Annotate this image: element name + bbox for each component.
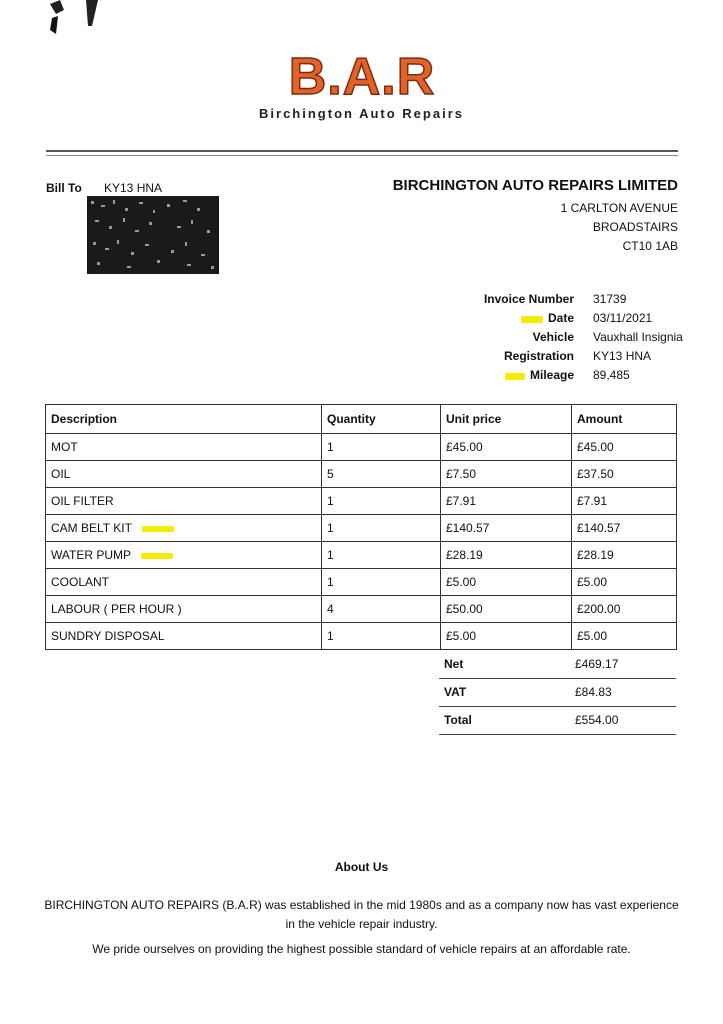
total-label: Total xyxy=(444,713,472,727)
svg-text:B.A.R: B.A.R xyxy=(288,48,435,100)
table-row xyxy=(46,461,677,488)
cell-amount: £5.00 xyxy=(572,569,677,596)
cell-quantity: 1 xyxy=(322,542,441,569)
about-line-2: We pride ourselves on providing the highest possible standard of vehicle repairs at an affordable rate. xyxy=(92,942,631,956)
cell-quantity: 1 xyxy=(322,515,441,542)
table-row xyxy=(46,515,677,542)
mileage-value: 89,485 xyxy=(593,368,630,382)
date-value: 03/11/2021 xyxy=(593,311,653,325)
cell-unit-price: £7.50 xyxy=(441,461,572,488)
bar-logo-mark xyxy=(277,48,447,100)
cell-description: OIL FILTER xyxy=(46,488,322,515)
cell-unit-price: £140.57 xyxy=(441,515,572,542)
registration-label: Registration xyxy=(503,349,574,363)
cell-quantity: 5 xyxy=(322,461,441,488)
header-divider-thin xyxy=(46,155,678,156)
total-row xyxy=(439,707,676,735)
date-row xyxy=(440,311,700,330)
redacted-address-image xyxy=(87,196,219,274)
mileage-label: Mileage xyxy=(529,368,574,382)
vat-value: £84.83 xyxy=(575,685,612,699)
cell-amount: £5.00 xyxy=(572,623,677,650)
cell-quantity: 1 xyxy=(322,434,441,461)
table-row xyxy=(46,569,677,596)
cell-description: LABOUR ( PER HOUR ) xyxy=(46,596,322,623)
cell-unit-price: £5.00 xyxy=(441,623,572,650)
table-header-row xyxy=(46,405,677,434)
table-row xyxy=(46,542,677,569)
address-line-1: 1 CARLTON AVENUE xyxy=(560,201,678,215)
net-row xyxy=(439,651,676,679)
cell-description: OIL xyxy=(46,461,322,488)
cell-amount: £28.19 xyxy=(572,542,677,569)
invoice-number-label: Invoice Number xyxy=(483,292,574,306)
cell-unit-price: £45.00 xyxy=(441,434,572,461)
header-quantity: Quantity xyxy=(322,405,441,434)
table-row xyxy=(46,596,677,623)
about-us-text xyxy=(40,896,683,959)
cell-description-with-highlight xyxy=(46,515,322,542)
cell-description: SUNDRY DISPOSAL xyxy=(46,623,322,650)
highlight-mark xyxy=(141,553,173,559)
cell-description: WATER PUMP xyxy=(51,548,131,562)
corner-mark-image xyxy=(46,0,106,36)
cell-quantity: 1 xyxy=(322,623,441,650)
bill-to-label: Bill To xyxy=(46,181,82,195)
about-us-title: About Us xyxy=(334,860,389,874)
registration-row xyxy=(440,349,700,368)
vehicle-row xyxy=(440,330,700,349)
table-row xyxy=(46,488,677,515)
invoice-number-value: 31739 xyxy=(593,292,627,306)
highlight-mark xyxy=(142,526,174,532)
address-line-3: CT10 1AB xyxy=(622,239,678,253)
highlight-mark xyxy=(505,373,525,380)
header-divider xyxy=(46,150,678,152)
cell-description: MOT xyxy=(46,434,322,461)
bill-to-value: KY13 HNA xyxy=(104,181,163,195)
cell-unit-price: £5.00 xyxy=(441,569,572,596)
mileage-row xyxy=(440,368,700,387)
company-logo xyxy=(0,48,723,105)
cell-unit-price: £7.91 xyxy=(441,488,572,515)
net-value: £469.17 xyxy=(575,657,619,671)
vehicle-label: Vehicle xyxy=(532,330,574,344)
cell-unit-price: £28.19 xyxy=(441,542,572,569)
cell-amount: £140.57 xyxy=(572,515,677,542)
table-row xyxy=(46,434,677,461)
line-items-table xyxy=(45,404,677,650)
net-label: Net xyxy=(444,657,464,671)
address-line-2: BROADSTAIRS xyxy=(592,220,678,234)
header-unit-price: Unit price xyxy=(441,405,572,434)
cell-amount: £37.50 xyxy=(572,461,677,488)
company-name: BIRCHINGTON AUTO REPAIRS LIMITED xyxy=(392,177,678,194)
about-line-1: BIRCHINGTON AUTO REPAIRS (B.A.R) was established in the mid 1980s and as a company now has vast experience in the vehicle repair industry. xyxy=(44,898,679,931)
cell-description-with-highlight xyxy=(46,542,322,569)
cell-unit-price: £50.00 xyxy=(441,596,572,623)
invoice-number-row xyxy=(440,292,700,311)
vat-label: VAT xyxy=(444,685,467,699)
cell-amount: £7.91 xyxy=(572,488,677,515)
totals-block xyxy=(439,651,676,735)
cell-description: COOLANT xyxy=(46,569,322,596)
cell-quantity: 4 xyxy=(322,596,441,623)
company-details xyxy=(393,177,678,256)
total-value: £554.00 xyxy=(575,713,619,727)
brand-name: Birchington Auto Repairs xyxy=(259,106,464,121)
header-description: Description xyxy=(46,405,322,434)
cell-amount: £200.00 xyxy=(572,596,677,623)
invoice-meta xyxy=(440,292,700,387)
highlight-mark xyxy=(521,316,543,323)
cell-amount: £45.00 xyxy=(572,434,677,461)
cell-description: CAM BELT KIT xyxy=(51,521,132,535)
vehicle-value: Vauxhall Insignia xyxy=(593,330,683,344)
cell-quantity: 1 xyxy=(322,488,441,515)
date-label: Date xyxy=(547,311,574,325)
cell-quantity: 1 xyxy=(322,569,441,596)
vat-row xyxy=(439,679,676,707)
registration-value: KY13 HNA xyxy=(593,349,652,363)
table-row xyxy=(46,623,677,650)
header-amount: Amount xyxy=(572,405,677,434)
